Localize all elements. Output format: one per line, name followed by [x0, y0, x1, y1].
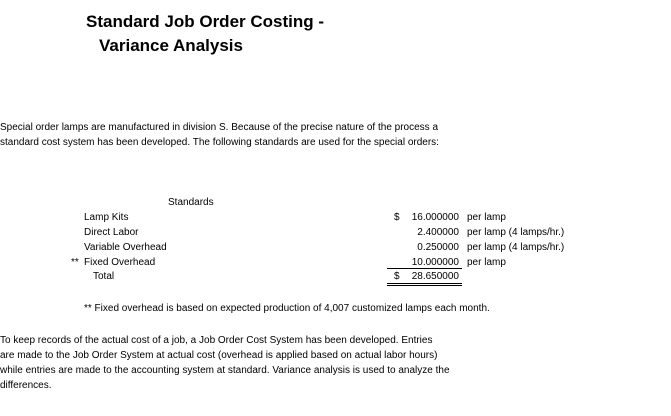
row-unit-fixed-overhead: per lamp: [467, 257, 506, 268]
closing-line-4: differences.: [0, 380, 52, 391]
row-label-direct-labor: Direct Labor: [84, 227, 139, 238]
row-unit-variable-overhead: per lamp (4 lamps/hr.): [467, 242, 565, 253]
row-label-lamp-kits: Lamp Kits: [84, 212, 129, 223]
intro-line-2: standard cost system has been developed. The following standards are used for the special orders:: [0, 137, 439, 148]
closing-line-1: To keep records of the actual cost of a job, a Job Order Cost System has been developed. Entries: [0, 335, 433, 346]
row-amount-direct-labor: 2.400000: [417, 227, 459, 238]
standards-heading: Standards: [168, 197, 214, 208]
row-unit-direct-labor: per lamp (4 lamps/hr.): [467, 227, 565, 238]
closing-line-3: while entries are made to the accounting system at standard. Variance analysis is used to analyze the: [0, 365, 450, 376]
row-marker-fixed-overhead: **: [71, 257, 79, 268]
total-amount: 28.650000: [411, 271, 459, 282]
total-currency: $: [394, 271, 400, 282]
row-label-fixed-overhead: Fixed Overhead: [84, 257, 156, 268]
intro-line-1: Special order lamps are manufactured in division S. Because of the precise nature of the process a: [0, 122, 439, 133]
row-amount-fixed-overhead: 10.000000: [411, 257, 459, 268]
row-amount-lamp-kits: 16.000000: [411, 212, 459, 223]
total-double-rule-top: [387, 283, 462, 284]
fixed-overhead-footnote: ** Fixed overhead is based on expected production of 4,007 customized lamps each month.: [84, 303, 490, 314]
row-label-variable-overhead: Variable Overhead: [84, 242, 167, 253]
row-amount-variable-overhead: 0.250000: [417, 242, 459, 253]
total-label: Total: [93, 271, 115, 282]
row-currency-lamp-kits: $: [394, 212, 400, 223]
total-double-rule-bottom: [387, 285, 462, 286]
row-unit-lamp-kits: per lamp: [467, 212, 506, 223]
page-title-line-1: Standard Job Order Costing -: [86, 12, 325, 31]
closing-line-2: are made to the Job Order System at actual cost (overhead is applied based on actual labor hours): [0, 350, 438, 361]
page-title-line-2: Variance Analysis: [99, 36, 243, 55]
